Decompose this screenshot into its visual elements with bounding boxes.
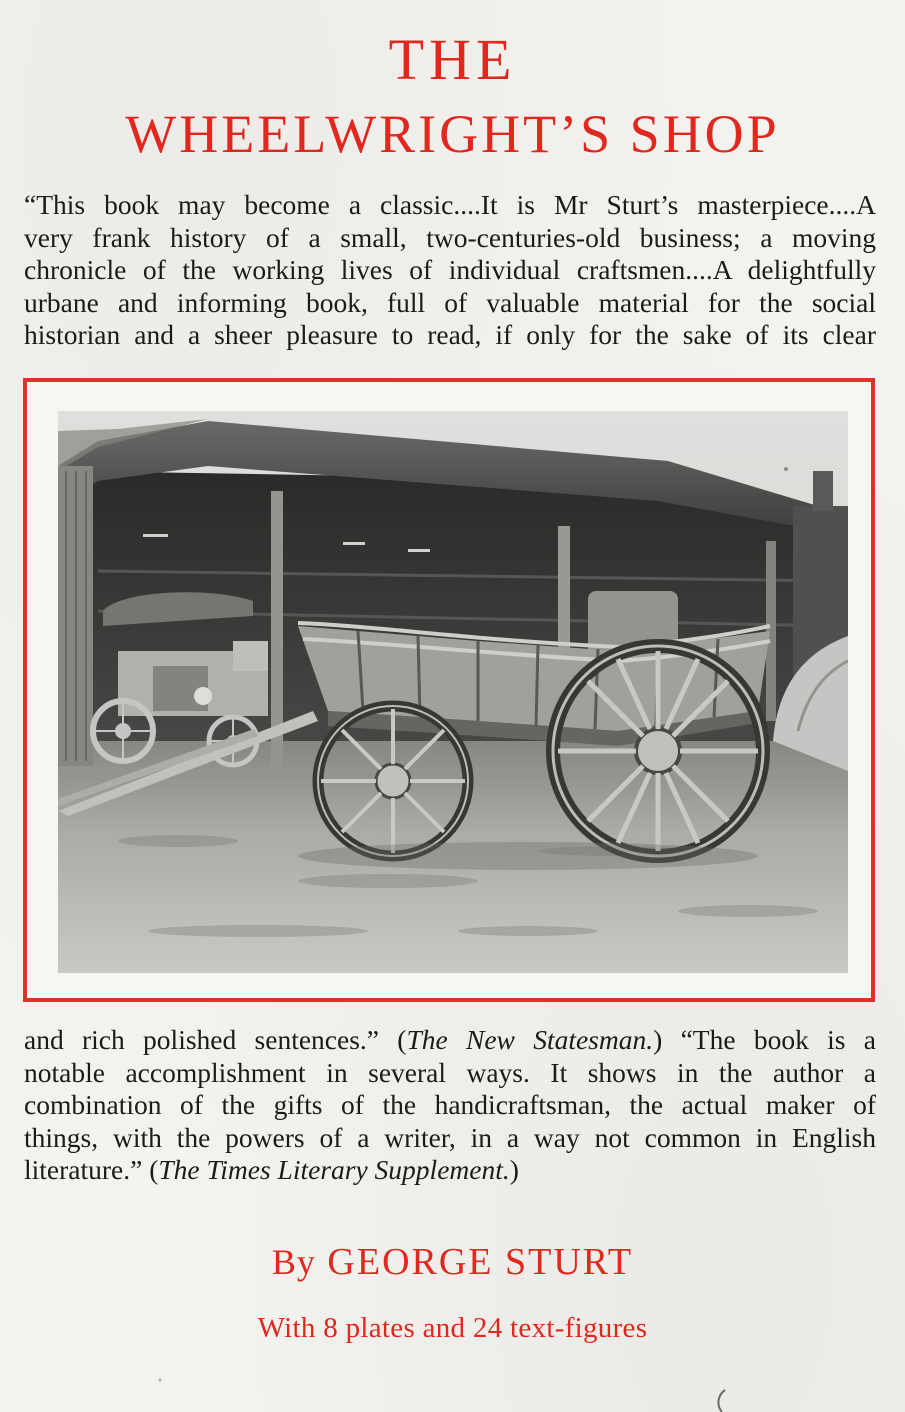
wagon-photograph: [58, 411, 848, 973]
review-blurb-top: [24, 189, 876, 352]
blurb-line: “This book may become a classic....It is Mr Sturt’s masterpiece....A: [24, 189, 876, 220]
blurb-line: and rich polished sentences.” (The New Statesman.) “The book is a: [24, 1024, 876, 1055]
review-blurb-bottom: [24, 1024, 876, 1187]
author-name: GEORGE STURT: [327, 1241, 634, 1283]
title-main: WHEELWRIGHT’S SHOP: [125, 104, 780, 164]
blurb-line: literature.” (The Times Literary Supplement.): [24, 1154, 519, 1185]
author-line: [0, 1238, 905, 1286]
blurb-line: combination of the gifts of the handicraftsman, the actual maker of: [24, 1089, 876, 1120]
blurb-line: urbane and informing book, full of valuable material for the social: [24, 286, 876, 318]
photo-frame: [23, 378, 875, 1002]
blurb-line: historian and a sheer pleasure to read, if only for the sake of its clear: [24, 319, 876, 350]
source-times-literary-supplement: The Times Literary Supplement.: [158, 1154, 510, 1185]
source-new-statesman: The New Statesman.: [406, 1024, 654, 1055]
blurb-line: very frank history of a small, two-centuries-old business; a moving: [24, 221, 876, 253]
author-by: By: [271, 1242, 316, 1282]
blurb-line: notable accomplishment in several ways. It shows in the author a: [24, 1056, 876, 1088]
blurb-line: things, with the powers of a writer, in a way not common in English: [24, 1121, 876, 1153]
blurb-line: chronicle of the working lives of individual craftsmen....A delightfully: [24, 254, 876, 285]
title-the: THE: [388, 27, 517, 92]
plates-note: With 8 plates and 24 text-figures: [257, 1312, 648, 1344]
wagon-shed-illustration: [58, 411, 848, 973]
